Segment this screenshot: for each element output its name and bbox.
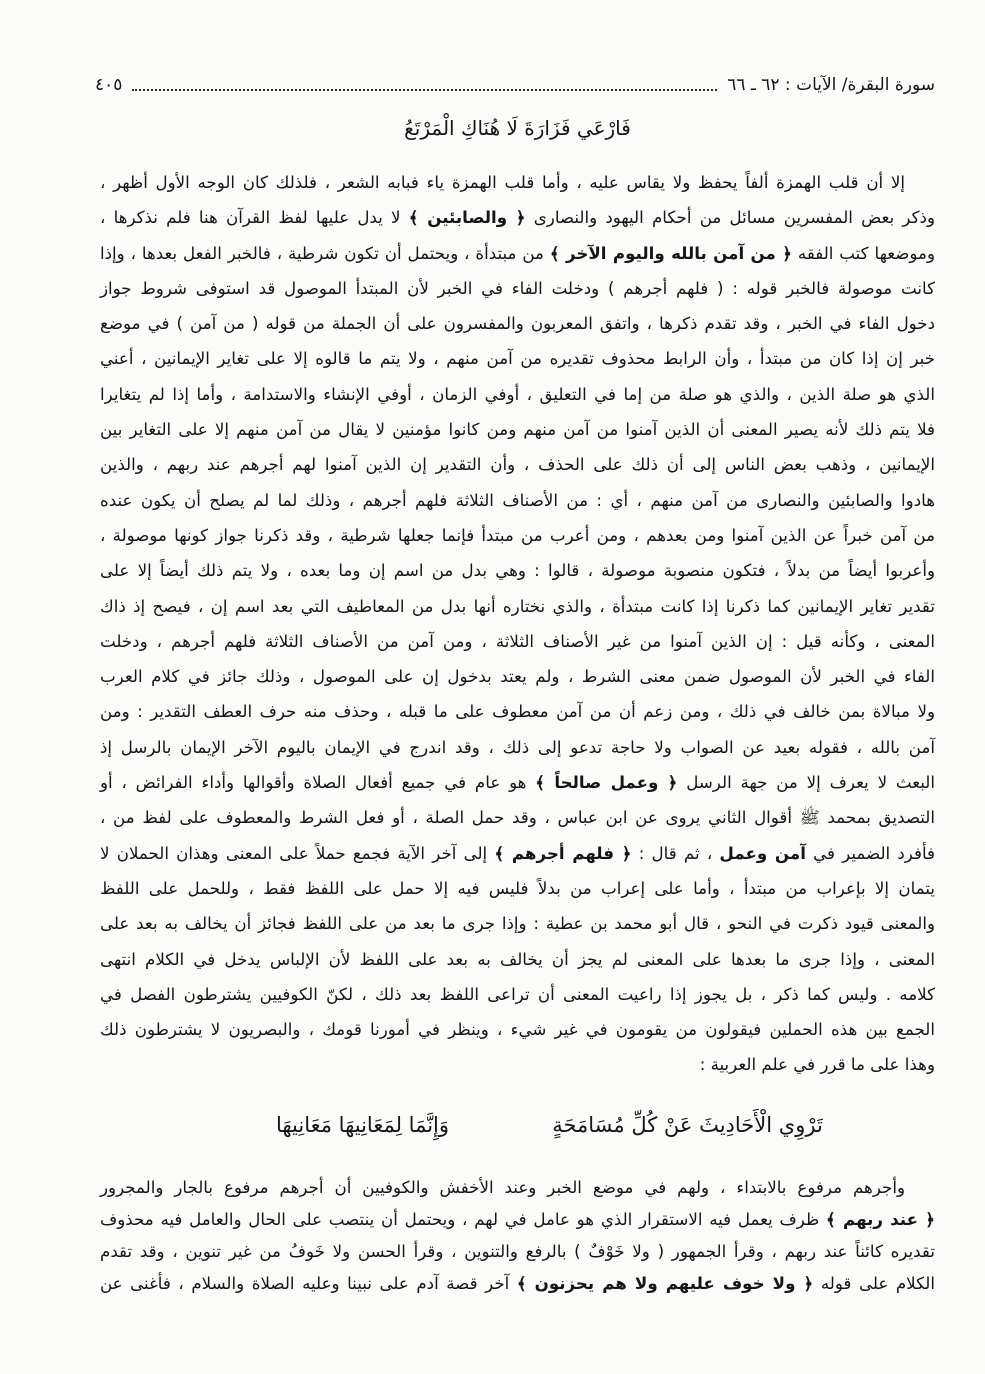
text-line — [100, 1047, 935, 1082]
text-line — [100, 412, 935, 447]
text-run: ظرف يعمل فيه الاستقرار الذي هو عامل في لهم ، ويحتمل أن ينتصب على الحال والعامل فيه محذوف — [100, 1210, 826, 1229]
text-line — [100, 730, 935, 765]
text-line — [100, 659, 935, 694]
paragraph-2 — [100, 1172, 935, 1300]
text-run: وموضعها كتب الفقه — [792, 243, 935, 263]
text-line — [100, 1236, 935, 1268]
text-line — [100, 1012, 935, 1047]
text-run: فأفرد الضمير في — [805, 843, 935, 863]
text-run: دخول الفاء في الخبر ، وقد تقدم ذكرها ، واتفق المعربون والمفسرون على أن الجملة من قوله ( من آمن ) في موضع — [100, 314, 935, 334]
text-run: وأعربوا أيضاً من بدلاً ، فتكون منصوبة موصولة ، قالوا : وهي بدل من اسم إن وما بعده ، ولا يتم ذلك أيضاً إلا على — [100, 561, 935, 581]
text-run: آخر قصة آدم على نبينا وعليه الصلاة والسلام ، فأغنى عن — [100, 1274, 517, 1293]
text-run: من مبتدأة ، ويحتمل أن تكون شرطية ، فالخبر الفعل بعدها ، وإذا — [100, 243, 550, 263]
emphasized-quote: ﴿ من آمن بالله واليوم الآخر ﴾ — [549, 243, 793, 263]
text-run: خبر إن إذا كان من مبتدأ ، وأن الرابط محذوف تقديره من آمن منهم ، ولا يتم ما قالوه إلا على تغاير الإيمانين ، أعني — [100, 349, 935, 369]
quoted-verse: فَارْعَي فَزَارَةَ لَا هُنَاكِ الْمَرْتَعُ — [404, 116, 631, 140]
text-line — [100, 1204, 935, 1236]
text-run: آمن بالله ، فقوله بعيد عن الصواب ولا حاجة تدعو إلى ذلك ، وقد اندرج في الإيمان باليوم الآخر الإيمان بالرسل إذ — [100, 737, 935, 757]
text-line — [100, 800, 935, 835]
text-run: التصديق بمحمد ﷺ أقوال الثاني يروى عن ابن عباس ، وقد حمل الصلة ، أو فعل الشرط والمعطوف على لفظ من ، — [100, 808, 935, 828]
text-line — [100, 165, 935, 200]
text-line — [100, 871, 935, 906]
text-run: كلامه . وليس كما ذكر ، بل يجوز إذا راعيت المعنى أن تراعى اللفظ بعد ذلك ، لكنّ الكوفيين يشترطون الفصل في — [100, 984, 935, 1004]
text-run: وأجرهم مرفوع بالابتداء ، ولهم في موضع الخبر وعند الأخفش والكوفيين أن أجرهم مرفوع بالجار والمجرور — [100, 1178, 905, 1197]
text-line — [100, 1268, 935, 1300]
text-run: هادوا والصابئين والنصارى من آمن منهم ، أي : من الأصناف الثلاثة فلهم أجرهم ، وذلك لما لم يصلح أن يكون عنده — [100, 490, 935, 510]
poetry-couplet — [210, 1105, 840, 1145]
text-run: الفاء في الخبر لأن الموصول ضمن معنى الشرط ، ولم يعتد بدخول إن على الموصول ، وذلك جائز في كلام العرب — [100, 667, 935, 687]
text-run: البعث لا يعرف إلا من جهة الرسل — [677, 773, 936, 793]
text-run: من آمن خبراً عن الذين آمنوا ومن بعدهم ، ومن أعرب من مبتدأ فإنما جعلها شرطية ، وقد ذكرنا جواز كونها موصولة ، — [100, 525, 935, 545]
emphasized-quote: آمن وعمل — [719, 843, 806, 863]
text-line — [100, 271, 935, 306]
text-line — [100, 341, 935, 376]
text-run: تقدير تغاير الإيمانين كما ذكرنا إذا كانت مبتدأة ، والذي نختاره أنها بدل من المعاطيف التي بعد اسم إن ، فيصح إذ ذاك — [100, 596, 935, 616]
text-run: فلا يتم ذلك لأنه يصير المعنى أن الذين آمنوا من آمن منهم ومن كانوا مؤمنين لا يقال من آمن منهم إلا على التغاير بين — [100, 420, 935, 440]
text-line — [100, 518, 935, 553]
running-header-title: سورة البقرة/ الآيات : ٦٢ ـ ٦٦ — [727, 75, 935, 95]
text-line — [100, 765, 935, 800]
text-run: الجمع بين هذه الحملين فيقولون من يقومون في غير شيء ، وينظر في أمورنا قومك ، والبصريون لا يشترطون ذلك — [100, 1020, 935, 1040]
text-line — [100, 836, 935, 871]
emphasized-quote: ﴿ عند ربهم ﴾ — [826, 1210, 935, 1229]
text-line — [100, 977, 935, 1012]
text-line — [100, 236, 935, 271]
text-run: ، ثم قال : — [631, 843, 720, 863]
text-run: الإيمانين ، وذهب بعض الناس إلى أن ذلك على الحذف ، وأن التقدير إن الذين آمنوا لهم أجرهم عند ربهم ، والذين — [100, 455, 935, 475]
text-line — [100, 306, 935, 341]
text-line — [100, 1172, 935, 1204]
text-run: والمعنى قيود ذكرت في النحو ، قال أبو محمد بن عطية : وإذا جرى ما بعد من على اللفظ فجائز أن يخالف به بعد على — [100, 914, 935, 934]
text-run: الكلام على قوله — [813, 1274, 935, 1293]
page-number: ٤٠٥ — [95, 75, 123, 95]
text-line — [100, 447, 935, 482]
text-run: يتمان إلا بإعراب من مبتدأ ، وأما على إعراب من بدلاً فليس فيه إلا حمل على اللفظ فقط ، وللحمل على اللفظ — [100, 878, 935, 898]
text-line — [100, 589, 935, 624]
emphasized-quote: ﴿ ولا خوف عليهم ولا هم يحزنون ﴾ — [516, 1274, 814, 1293]
text-run: ولا مبالاة بمن خالف في ذلك ، ومن زعم أن من آمن معطوف على ما قبله ، وحذف منه حرف العطف التقدير : ومن — [100, 702, 935, 722]
text-line — [100, 553, 935, 588]
emphasized-quote: ﴿ والصابئين ﴾ — [408, 208, 526, 228]
paragraph-1 — [100, 165, 935, 1083]
text-line — [100, 942, 935, 977]
text-run: كانت موصولة فالخبر قوله : ( فلهم أجرهم ) ودخلت الفاء في الخبر لأن المبتدأ الموصول قد استوفى شروط جواز — [100, 278, 935, 298]
text-line — [100, 377, 935, 412]
emphasized-quote: ﴿ وعمل صالحاً ﴾ — [535, 773, 678, 793]
emphasized-quote: ﴿ فلهم أجرهم ﴾ — [494, 843, 632, 863]
text-run: هو عام في جميع أفعال الصلاة وأقوالها وأداء الفرائض ، أو — [100, 773, 536, 793]
text-run: وهذا على ما قرر في علم العربية : — [699, 1055, 935, 1075]
text-line — [100, 694, 935, 729]
text-run: الذي هو صلة الذين ، والذي هو صلة من إما في التعليق ، أوفي الزمان ، أوفي الإنشاء والاستدامة ، وأما إذا لم يتغايرا — [100, 384, 935, 404]
text-run: تقديره كائناً عند ربهم ، وقرأ الجمهور ( ولا خَوْفٌ ) بالرفع والتنوين ، وقرأ الحسن ولا خَوفُ من غير تنوين ، وقد تقدم — [100, 1242, 935, 1261]
dot-leader — [132, 80, 717, 91]
text-run: وذكر بعض المفسرين مسائل من أحكام اليهود والنصارى — [525, 208, 936, 228]
hemistich-second: وَإِنَّمَا لِمَعَانِيهَا مَعَانِيهَا — [275, 1113, 450, 1137]
running-header — [95, 70, 935, 100]
text-line — [100, 200, 935, 235]
text-line — [100, 624, 935, 659]
text-run: إلى آخر الآية فجمع حملاً على المعنى وهذان الحملان لا — [100, 843, 495, 863]
text-run: إلا أن قلب الهمزة ألفاً يحفظ ولا يقاس عليه ، وأما قلب الهمزة ياء فبابه الشعر ، فلذلك كان الوجه الأول أظهر ، — [100, 173, 905, 192]
text-run: المعنى ، وإذا جرى ما بعدها على المعنى لم يجز أن يخالف به بعد على اللفظ لأن الإلباس يدخل في الكلام انتهى — [100, 949, 935, 969]
text-run: لا يدل عليها لفظ القرآن هنا فلم نذكرها ، — [100, 208, 409, 228]
text-line — [100, 483, 935, 518]
text-line — [100, 906, 935, 941]
text-run: المعنى ، وكأنه قيل : إن الذين آمنوا من غير الأصناف الثلاثة ، ومن آمن من الأصناف الثلاثة فلهم أجرهم ، ودخلت — [100, 631, 935, 651]
hemistich-first: تَرْوِي الْأَحَادِيثَ عَنْ كُلِّ مُسَامَحَةٍ — [552, 1113, 823, 1137]
